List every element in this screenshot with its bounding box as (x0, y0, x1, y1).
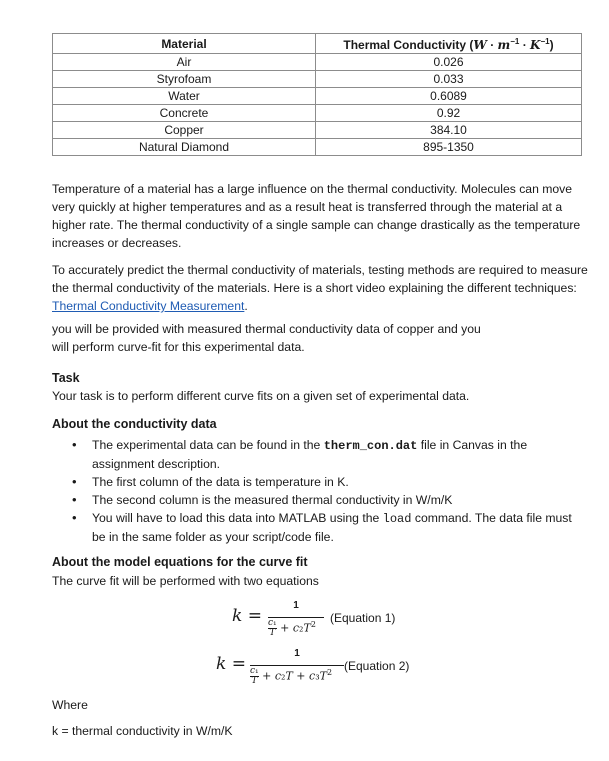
equation-1 (232, 598, 432, 642)
table-row (53, 105, 582, 122)
equation-2-lhs: k = (216, 654, 246, 674)
equation-1-lhs: k = (232, 606, 262, 626)
list-item (52, 509, 582, 546)
data-file-name: therm_con.dat (323, 439, 418, 453)
bullet-text: The experimental data can be found in the (92, 438, 324, 452)
conductivity-cell: 895-1350 (316, 139, 582, 156)
bullet-text: The first column of the data is temperature in K. (92, 475, 349, 489)
paragraph-line: will perform curve-fit for this experimental data. (52, 340, 305, 354)
material-cell: Styrofoam (53, 71, 316, 88)
equation-2-label: (Equation 2) (344, 659, 410, 673)
table-header-row (53, 34, 582, 54)
paragraph-temperature (52, 180, 586, 252)
about-data-heading: About the conductivity data (52, 417, 217, 431)
equation-1-numerator: 1 (293, 600, 299, 611)
table-body (53, 54, 582, 156)
bullet-text: file in Canvas in the assignment description. (92, 438, 528, 471)
task-heading: Task (52, 371, 80, 385)
table-row (53, 122, 582, 139)
table-row (53, 54, 582, 71)
table-row (53, 88, 582, 105)
conductivity-cell: 0.026 (316, 54, 582, 71)
material-cell: Natural Diamond (53, 139, 316, 156)
equation-2-denominator: $\frac{\text{c₁}}{T} + c_2T + c_3T^2$ (250, 666, 333, 686)
paragraph-copper (52, 320, 586, 356)
model-heading: About the model equations for the curve fit (52, 555, 308, 569)
k-definition: k = thermal conductivity in W/m/K (52, 724, 233, 738)
material-cell: Copper (53, 122, 316, 139)
conductivity-cell: 0.033 (316, 71, 582, 88)
paragraph-measurement (52, 261, 588, 315)
equation-1-denominator: $\frac{\text{c₁}}{T} + c_2T^2$ (268, 618, 316, 638)
header-conductivity-label: Thermal Conductivity $(W \cdot m^{-1} \cdot K^{-1})$ (343, 37, 554, 52)
header-thermal-conductivity (316, 34, 582, 54)
material-cell: Concrete (53, 105, 316, 122)
table-row (53, 71, 582, 88)
material-cell: Water (53, 88, 316, 105)
bullet-text: The second column is the measured thermal conductivity in W/m/K (92, 493, 453, 507)
list-item (52, 473, 582, 491)
paragraph-text (52, 261, 588, 315)
data-bullet-list (52, 436, 582, 546)
conductivity-cell: 0.92 (316, 105, 582, 122)
paragraph-period: . (244, 299, 248, 313)
paragraph-text: Temperature of a material has a large influence on the thermal conductivity. Molecules can move very quickly at higher temperatures and as a result heat is transferred through the material at a higher rate. The thermal conductivity of a single sample can change drastically as the temperature increases or decreases. (52, 182, 581, 250)
equation-2-fraction-bar (250, 665, 344, 666)
task-text: Your task is to perform different curve fits on a given set of experimental data. (52, 389, 470, 403)
paragraph-line: you will be provided with measured thermal conductivity data of copper and you (52, 322, 481, 336)
list-item (52, 436, 582, 473)
material-cell: Air (53, 54, 316, 71)
list-item (52, 491, 582, 509)
thermal-conductivity-measurement-link[interactable]: Thermal Conductivity Measurement (52, 299, 245, 313)
where-label: Where (52, 698, 88, 712)
conductivity-cell: 384.10 (316, 122, 582, 139)
model-intro: The curve fit will be performed with two equations (52, 574, 319, 588)
conductivity-table (52, 33, 582, 156)
paragraph-measurement-text: To accurately predict the thermal conductivity of materials, testing methods are required to measure the thermal conductivity of the materials. Here is a short video explaining the different techniques: (52, 263, 588, 295)
equation-2 (216, 646, 436, 690)
bullet-text: command. The data file must be in the same folder as your script/code file. (92, 511, 572, 544)
code-keyword: load (382, 512, 412, 526)
table-row (53, 139, 582, 156)
equation-1-label: (Equation 1) (330, 611, 396, 625)
equation-2-numerator: 1 (294, 648, 300, 659)
bullet-text: You will have to load this data into MATLAB using the (92, 511, 383, 525)
header-material: Material (53, 34, 316, 54)
conductivity-cell: 0.6089 (316, 88, 582, 105)
